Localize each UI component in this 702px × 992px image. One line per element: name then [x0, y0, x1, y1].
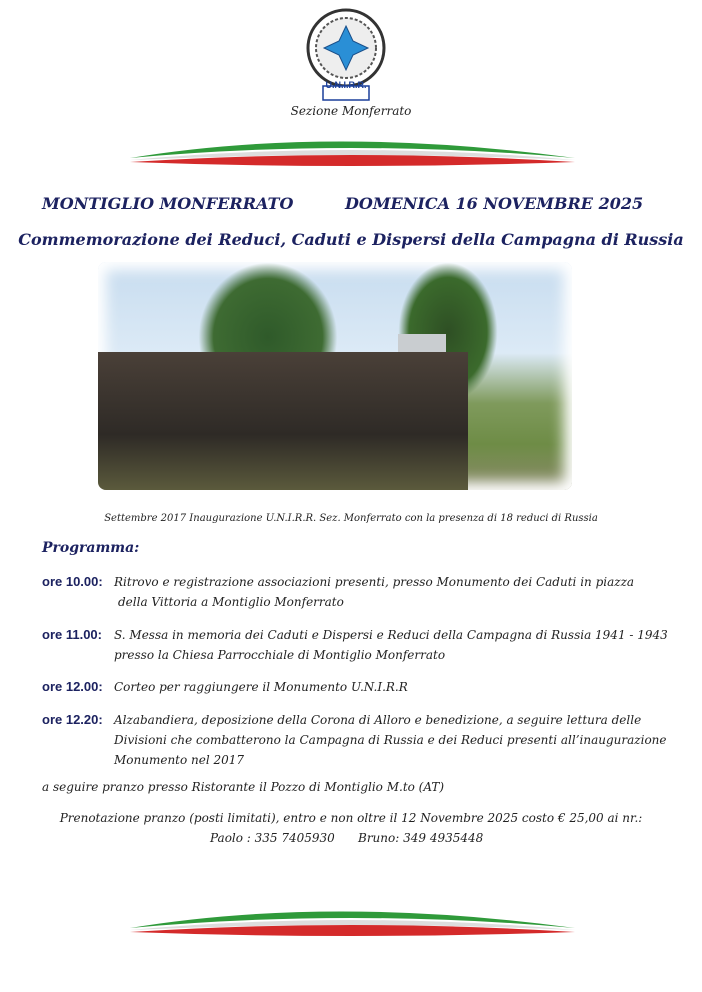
program-line: Monumento nel 2017: [114, 753, 245, 767]
program-title: Programma:: [42, 540, 140, 556]
section-name: Sezione Monferrato: [290, 104, 412, 118]
program-line: Divisioni che combatterono la Campagna di Russia e dei Reduci presenti all’inaugurazione: [114, 733, 667, 747]
contact-paolo: Paolo : 335 7405930: [210, 831, 335, 845]
program-line: S. Messa in memoria dei Caduti e Dispersi e Reduci della Campagna di Russia 1941 - 1943: [114, 628, 668, 642]
booking-info: Prenotazione pranzo (posti limitati), entro e non oltre il 12 Novembre 2025 costo € 25,00 ai nr.:: [59, 811, 643, 825]
tricolor-swoosh-bottom: [130, 900, 575, 940]
program-item: [42, 572, 674, 612]
program-line: presso la Chiesa Parrocchiale di Montiglio Monferrato: [114, 648, 446, 662]
program-time: ore 10.00:: [42, 574, 103, 589]
lunch-info: a seguire pranzo presso Ristorante il Pozzo di Montiglio M.to (AT): [42, 780, 445, 794]
program-item: [42, 710, 674, 770]
photo-caption: Settembre 2017 Inaugurazione U.N.I.R.R. Sez. Monferrato con la presenza di 18 reduci di Russia: [104, 513, 598, 524]
program-line: della Vittoria a Montiglio Monferrato: [118, 595, 344, 609]
program-item: [42, 625, 674, 665]
logo-text: U.N.I.R.R.: [325, 80, 367, 90]
program-line: Corteo per raggiungere il Monumento U.N.I.R.R: [114, 680, 408, 694]
program-item: [42, 677, 674, 697]
tricolor-swoosh-top: [130, 130, 575, 170]
event-location: MONTIGLIO MONFERRATO: [42, 194, 294, 213]
contact-bruno: Bruno: 349 4935448: [358, 831, 484, 845]
event-subtitle: Commemorazione dei Reduci, Caduti e Dispersi della Campagna di Russia: [18, 230, 684, 249]
program-time: ore 12.00:: [42, 679, 103, 694]
program-time: ore 12.20:: [42, 712, 103, 727]
ceremony-photo: [98, 262, 572, 490]
program-line: Ritrovo e registrazione associazioni presenti, presso Monumento dei Caduti in piazza: [114, 575, 635, 589]
program-line: Alzabandiera, deposizione della Corona di Alloro e benedizione, a seguire lettura delle: [114, 713, 642, 727]
event-date: DOMENICA 16 NOVEMBRE 2025: [345, 194, 644, 213]
program-time: ore 11.00:: [42, 627, 102, 642]
